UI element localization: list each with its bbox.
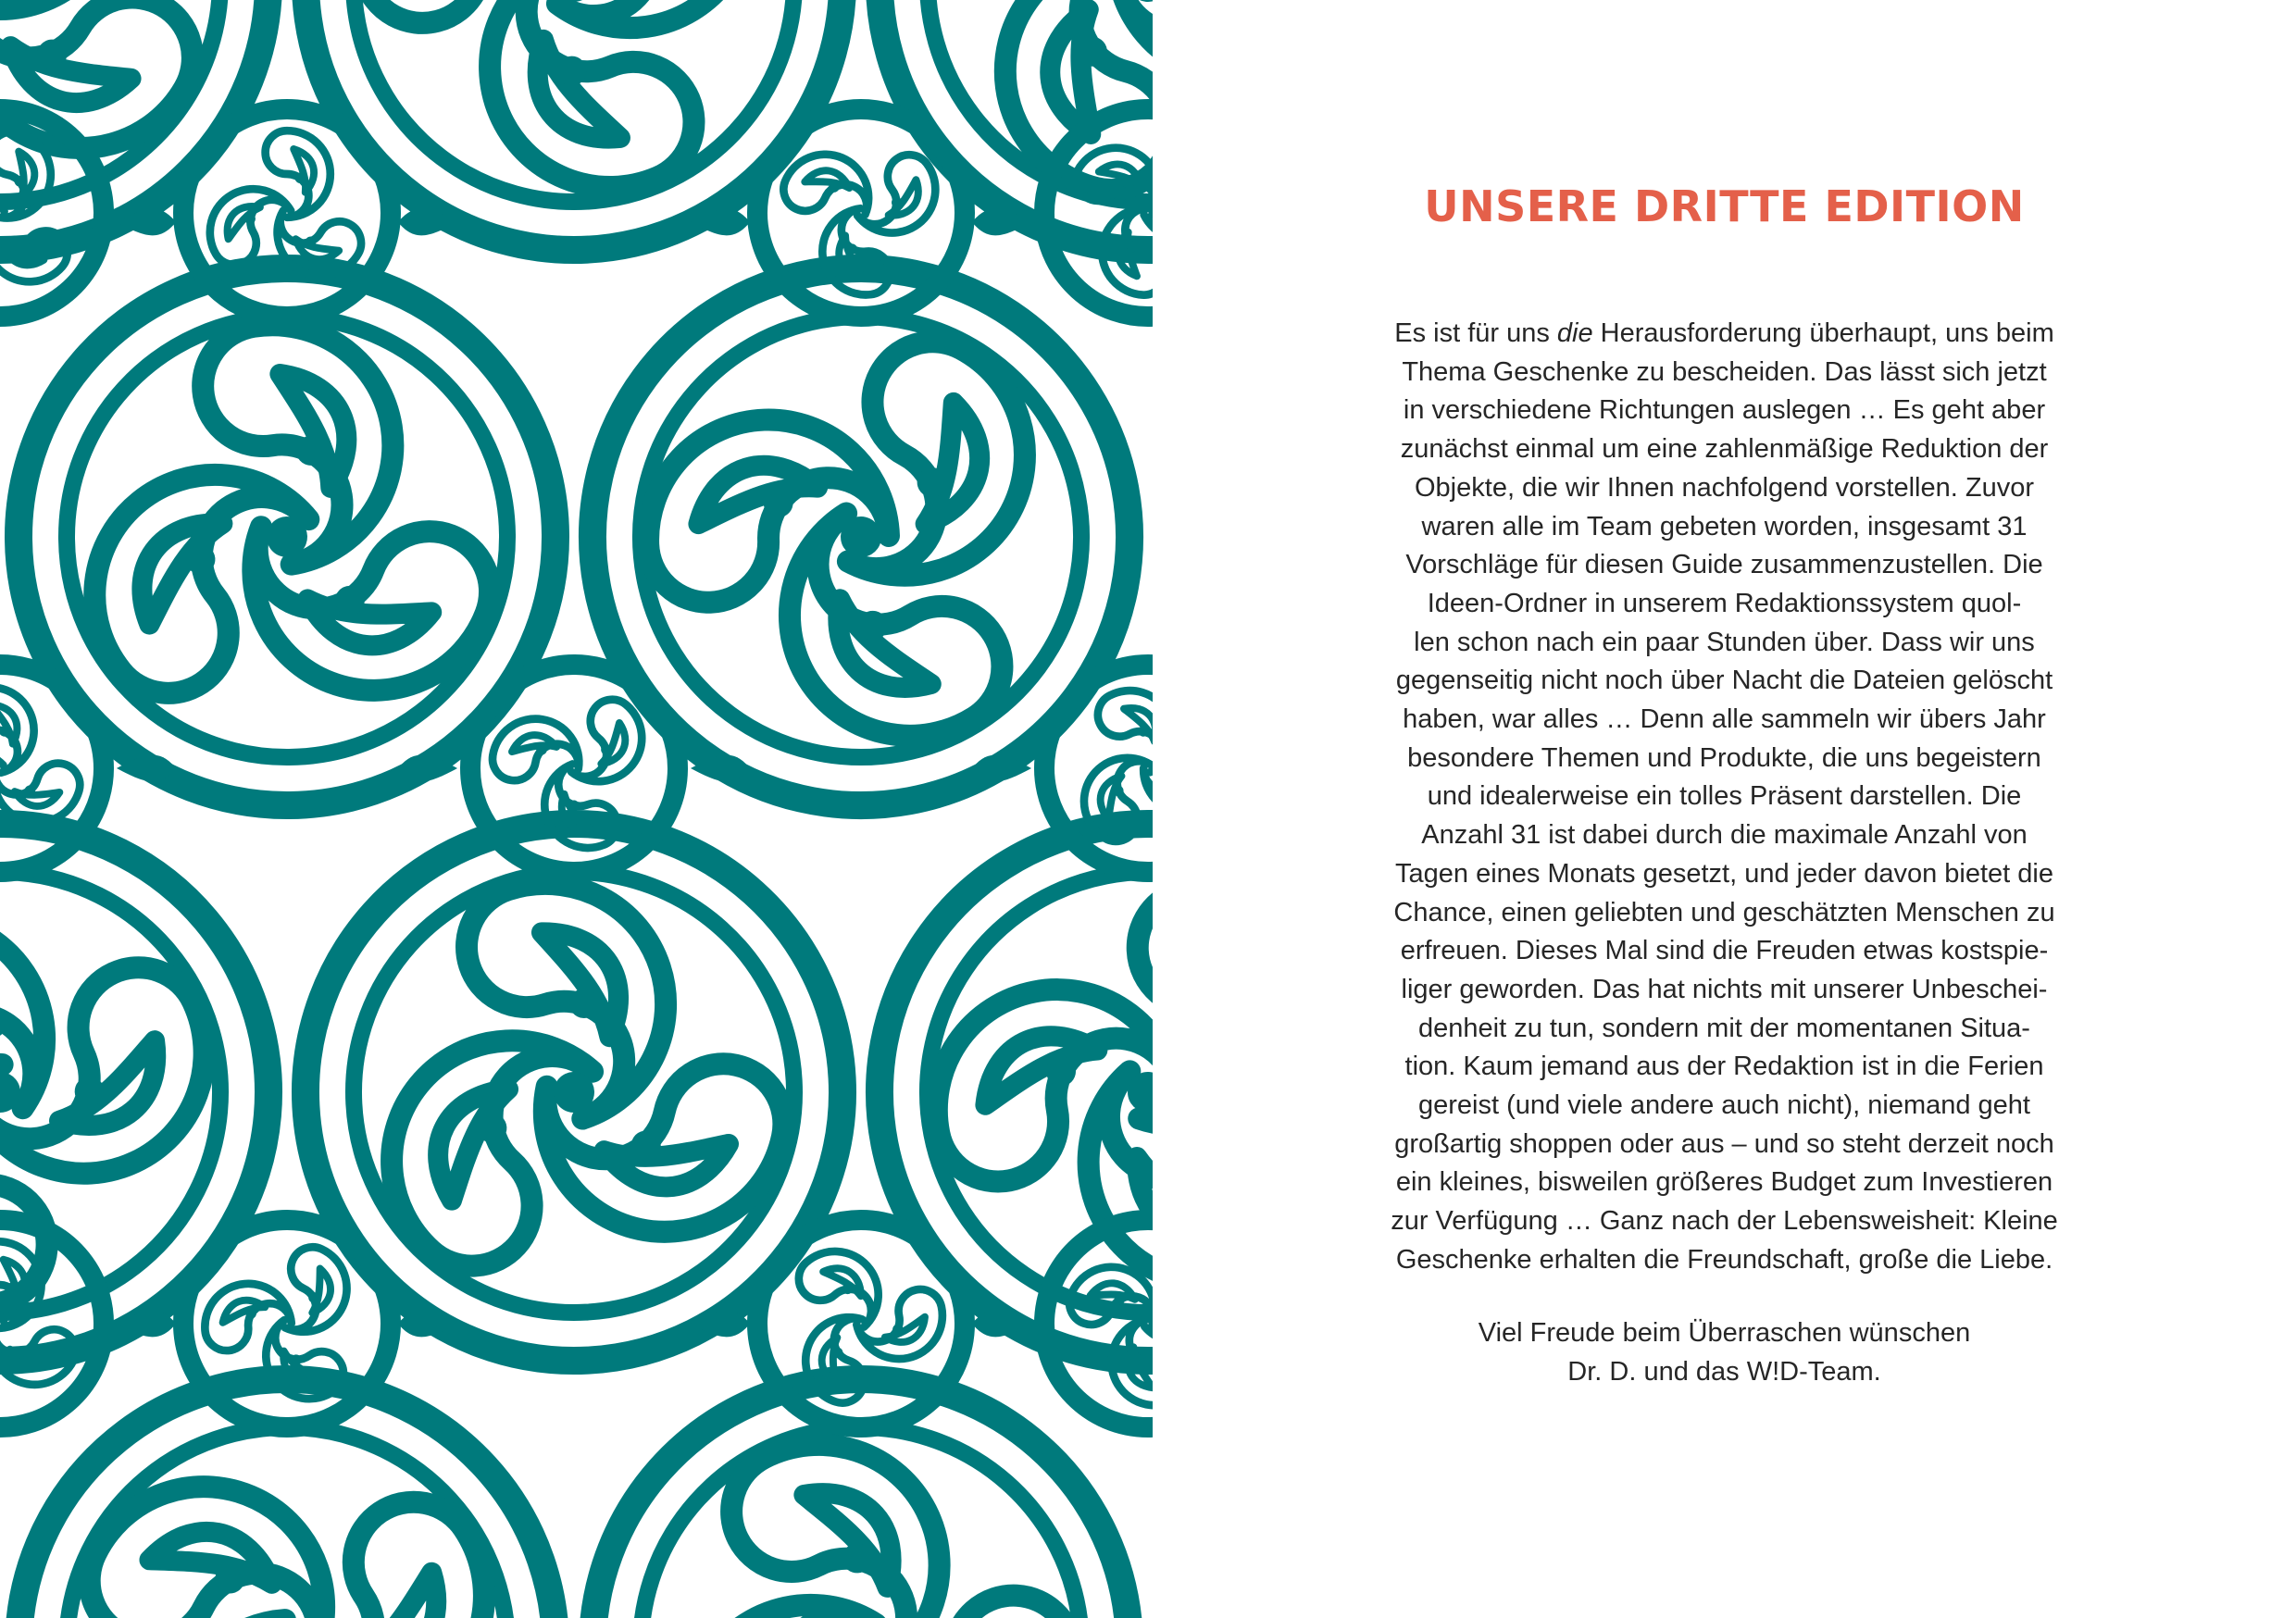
body-line: denheit zu tun, sondern mit der momentanen Situa-	[1418, 1013, 2030, 1043]
body-line: gegenseitig nicht noch über Nacht die Dateien gelöscht	[1395, 666, 2053, 696]
body-line: Anzahl 31 ist dabei durch die maximale Anzahl von	[1421, 820, 2028, 851]
body-line: besondere Themen und Produkte, die uns begeistern	[1407, 742, 2041, 773]
body-line: ein kleines, bisweilen größeres Budget zum Investieren	[1395, 1167, 2053, 1198]
swirl-medallion-small	[175, 1212, 400, 1437]
body-line: in verschiedene Richtungen auslegen … Es geht aber	[1403, 395, 2046, 426]
intro-paragraph	[1375, 315, 2074, 1280]
body-line: haben, war alles … Denn alle sammeln wir übers Jahr	[1403, 704, 2046, 735]
body-text-segment: Es ist für uns	[1394, 318, 1557, 348]
sign-off-line: Viel Freude beim Überraschen wünschen	[1478, 1318, 1971, 1348]
intro-page	[1153, 0, 2296, 1618]
body-text-segment: Herausforderung überhaupt, uns beim	[1592, 318, 2054, 348]
body-line: großartig shoppen oder aus – und so steht derzeit noch	[1394, 1128, 2054, 1159]
body-line: Thema Geschenke zu bescheiden. Das lässt sich jetzt	[1402, 356, 2047, 387]
body-line: Objekte, die wir Ihnen nachfolgend vorstellen. Zuvor	[1415, 472, 2034, 503]
body-line: erfreuen. Dieses Mal sind die Freuden etwas kostspie-	[1400, 936, 2049, 966]
emphasis-text: die	[1556, 318, 1593, 348]
body-line: len schon nach ein paar Stunden über. Dass wir uns	[1414, 627, 2035, 657]
swirl-medallion-small	[440, 634, 707, 902]
body-line: tion. Kaum jemand aus der Redaktion ist in die Ferien	[1404, 1052, 2044, 1082]
body-line: und idealerweise ein tolles Präsent darstellen. Die	[1427, 781, 2022, 812]
body-line	[1375, 315, 2074, 354]
page-title: UNSERE DRITTE EDITION	[1424, 181, 2025, 231]
body-line: gereist (und viele andere auch nicht), niemand geht	[1418, 1090, 2030, 1121]
body-line: zunächst einmal um eine zahlenmäßige Reduktion der	[1400, 434, 2049, 465]
body-line: liger geworden. Das hat nichts mit unserer Unbeschei-	[1401, 974, 2048, 1004]
body-line: Tagen eines Monats gesetzt, und jeder davon bietet die	[1395, 858, 2053, 889]
swirl-medallion-small	[183, 109, 391, 317]
body-line: zur Verfügung … Ganz nach der Lebensweisheit: Kleine	[1391, 1206, 2058, 1237]
swirl-medallion-small	[1028, 1203, 1153, 1443]
body-line: Vorschläge für diesen Guide zusammenzustellen. Die	[1405, 550, 2043, 580]
body-line: Geschenke erhalten die Freundschaft, große die Liebe.	[1395, 1244, 2053, 1275]
sign-off-line: Dr. D. und das W!D-Team.	[1567, 1356, 1881, 1387]
body-line: Ideen-Ordner in unserem Redaktionssystem quol-	[1427, 588, 2022, 618]
body-line: waren alle im Team gebeten worden, insgesamt 31	[1421, 511, 2028, 541]
sign-off	[1375, 1314, 2074, 1391]
body-line: Chance, einen geliebten und geschätzten Menschen zu	[1393, 897, 2055, 927]
